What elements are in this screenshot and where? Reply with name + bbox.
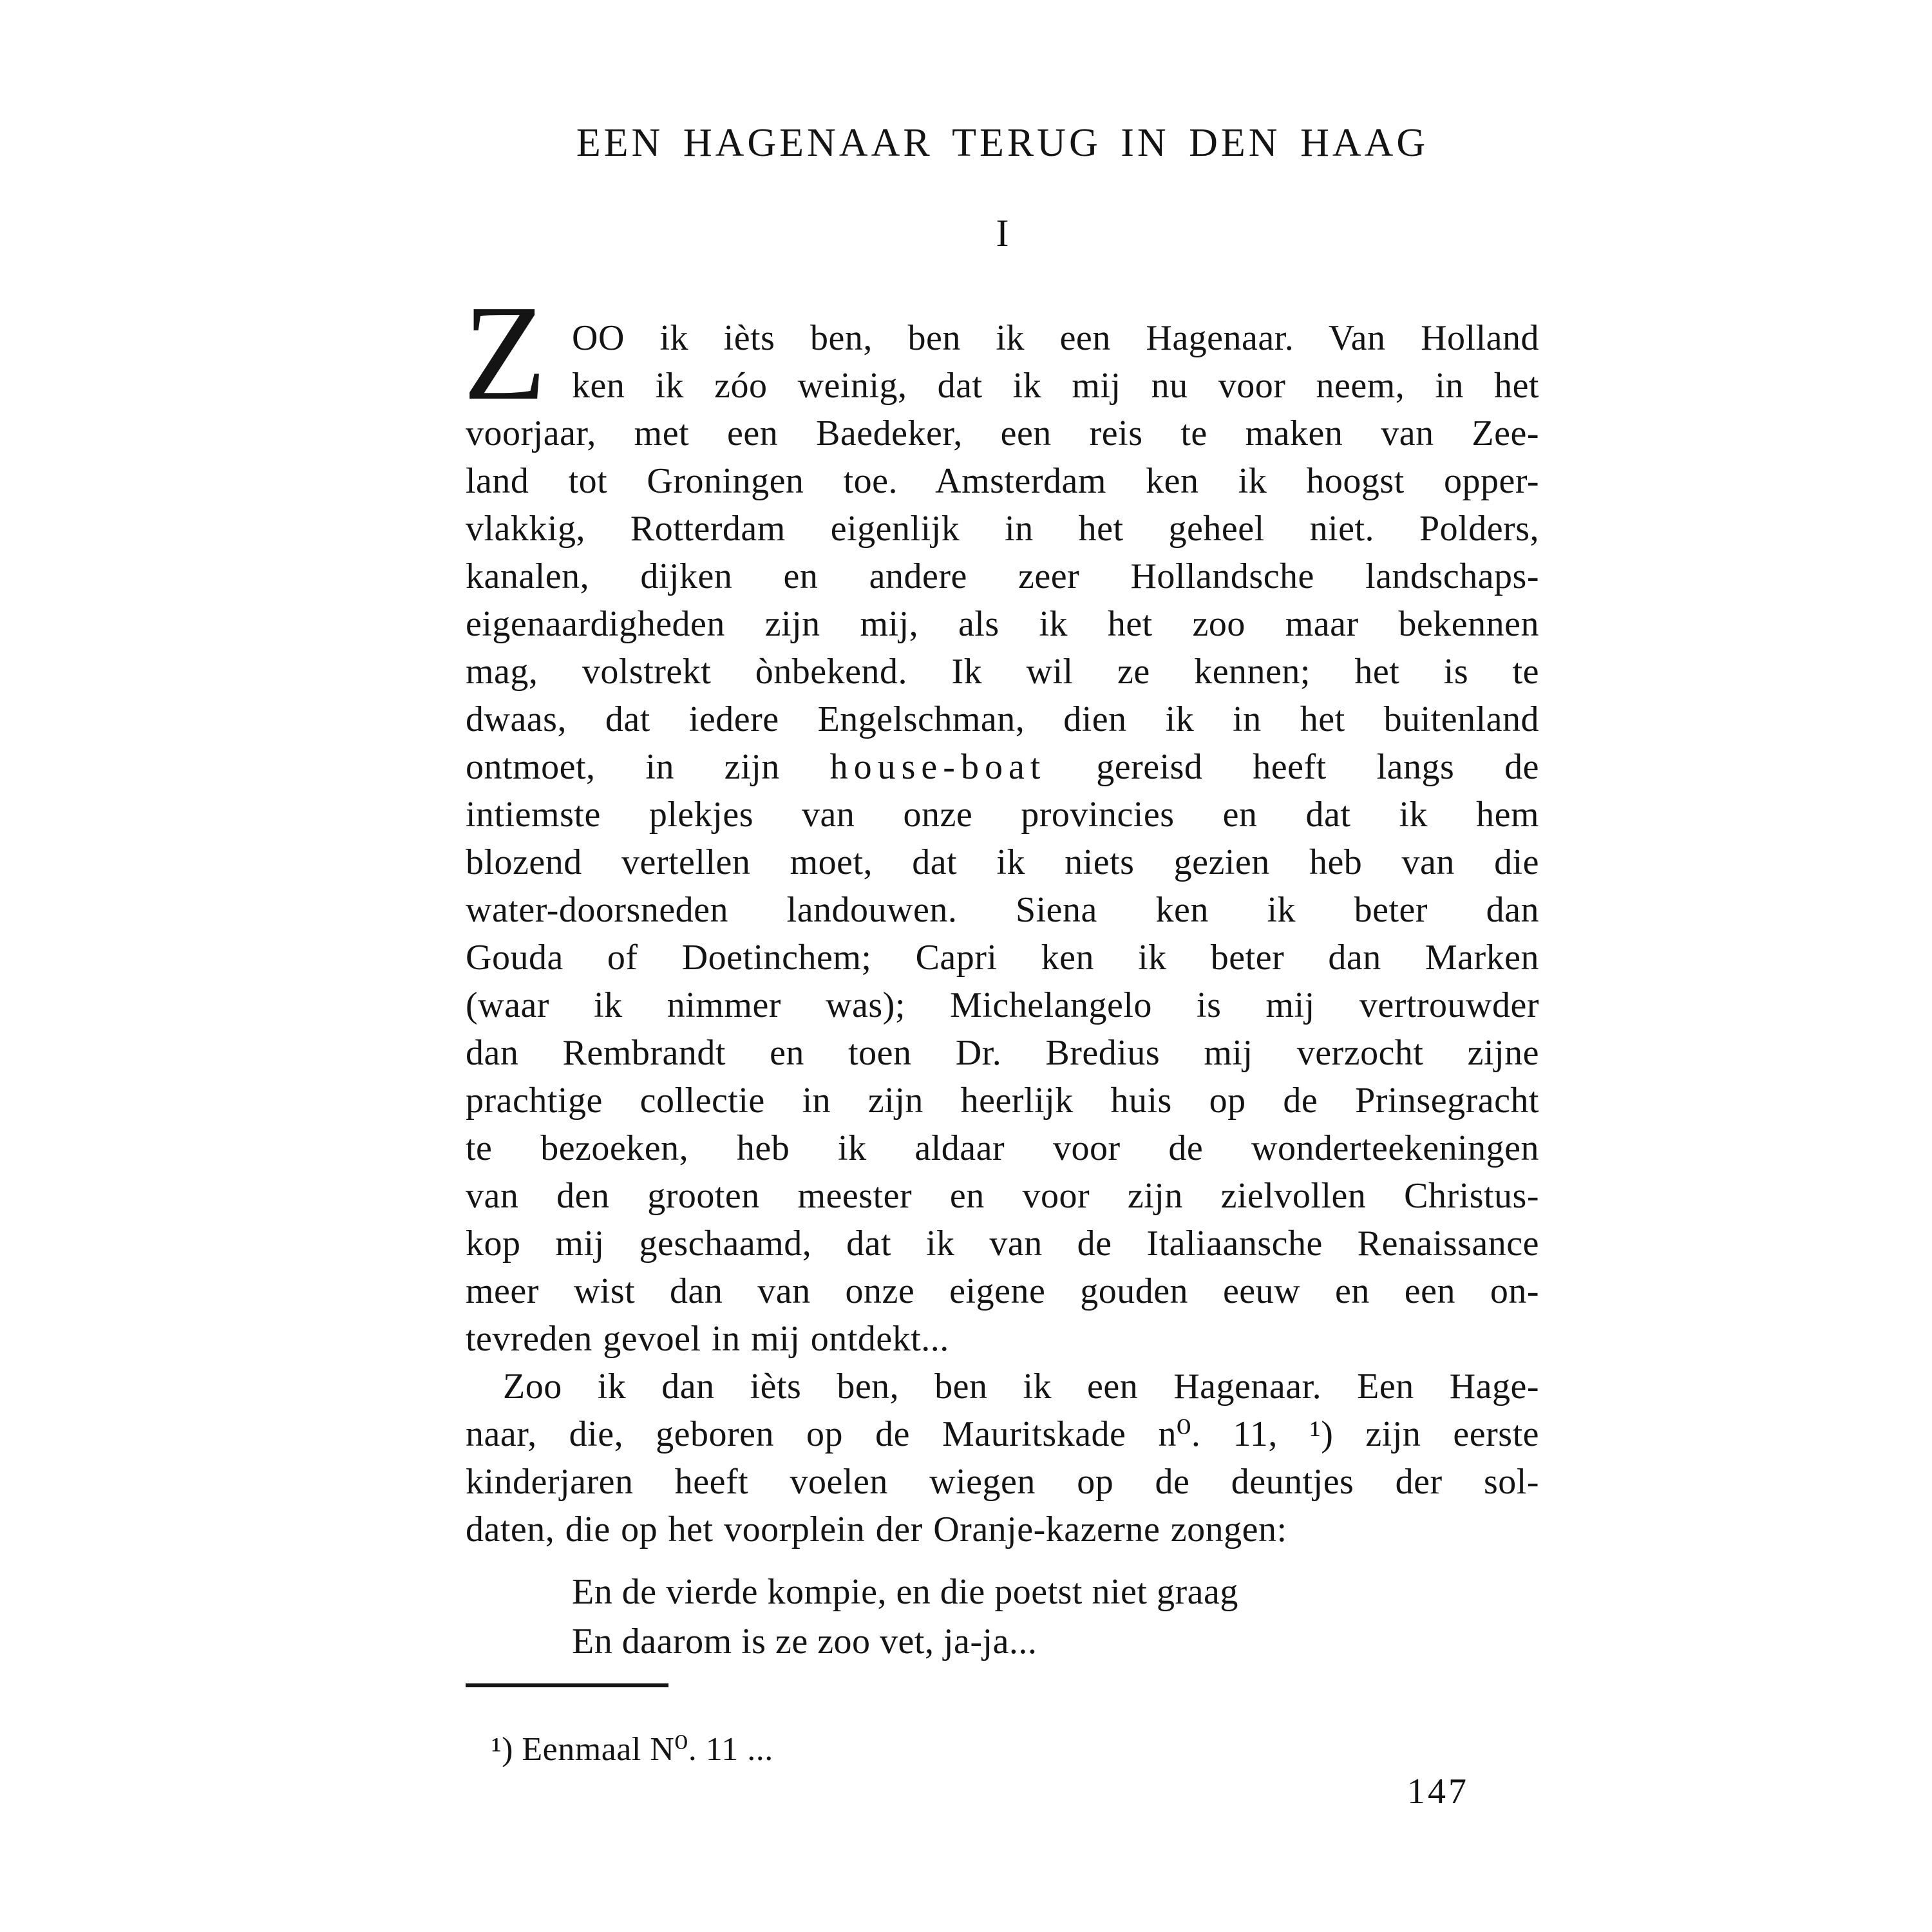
verse-block xyxy=(572,1567,1539,1667)
text-line: water-doorsneden landouwen. Siena ken ik beter dan xyxy=(466,890,1539,930)
text-line: ken ik zóo weinig, dat ik mij nu voor neem, in het xyxy=(572,366,1539,406)
chapter-title: EEN HAGENAAR TERUG IN DEN HAAG xyxy=(576,121,1429,165)
text-line: kinderjaren heeft voelen wiegen op de deuntjes der sol- xyxy=(466,1462,1539,1502)
text-line: dan Rembrandt en toen Dr. Bredius mij verzocht zijne xyxy=(466,1033,1539,1073)
text-line: Gouda of Doetinchem; Capri ken ik beter dan Marken xyxy=(466,938,1539,978)
text-line: dwaas, dat iedere Engelschman, dien ik in het buitenland xyxy=(466,699,1539,739)
text-line: vlakkig, Rotterdam eigenlijk in het geheel niet. Polders, xyxy=(466,509,1539,549)
emphasized-word: house-boat xyxy=(829,747,1046,787)
text-line: (waar ik nimmer was); Michelangelo is mij vertrouwder xyxy=(466,985,1539,1025)
footnote: ¹) Eenmaal N⁰. 11 ... xyxy=(491,1731,773,1768)
text-line: intiemste plekjes van onze provincies en dat ik hem xyxy=(466,795,1539,835)
text-line: naar, die, geboren op de Mauritskade n⁰. 11, ¹) zijn eerste xyxy=(466,1414,1539,1454)
verse-line: En daarom is ze zoo vet, ja-ja... xyxy=(572,1622,1037,1662)
section-number: I xyxy=(996,212,1009,254)
text-line: daten, die op het voorplein der Oranje-kazerne zongen: xyxy=(466,1510,1287,1549)
text-line: kanalen, dijken en andere zeer Hollandsche landschaps- xyxy=(466,556,1539,596)
page-number: 147 xyxy=(1407,1772,1469,1812)
text-line: land tot Groningen toe. Amsterdam ken ik hoogst opper- xyxy=(466,461,1539,501)
text-line: mag, volstrekt ònbekend. Ik wil ze kennen; het is te xyxy=(466,652,1539,692)
verse-line: En de vierde kompie, en die poetst niet graag xyxy=(572,1572,1238,1612)
text-line: kop mij geschaamd, dat ik van de Italiaansche Renaissance xyxy=(466,1224,1539,1264)
drop-cap: Z xyxy=(463,277,547,428)
text-line: meer wist dan van onze eigene gouden eeuw en een on- xyxy=(466,1271,1539,1311)
text-line: tevreden gevoel in mij ontdekt... xyxy=(466,1319,949,1359)
text-line: Zoo ik dan ièts ben, ben ik een Hagenaar. Een Hage- xyxy=(503,1367,1539,1406)
footnote-rule xyxy=(466,1683,668,1687)
text-line: blozend vertellen moet, dat ik niets gezien heb van die xyxy=(466,842,1539,882)
text-line: prachtige collectie in zijn heerlijk huis op de Prinsegracht xyxy=(466,1081,1539,1121)
book-page xyxy=(463,119,1539,1812)
text-segment: gereisd heeft langs de xyxy=(1046,747,1539,787)
text-segment: ontmoet, in zijn xyxy=(466,747,830,787)
text-line: OO ik ièts ben, ben ik een Hagenaar. Van Holland xyxy=(572,318,1539,358)
text-block xyxy=(463,277,1539,1553)
text-line: te bezoeken, heb ik aldaar voor de wonderteekeningen xyxy=(466,1128,1539,1168)
text-line xyxy=(466,743,1539,791)
text-line: van den grooten meester en voor zijn zielvollen Christus- xyxy=(466,1176,1539,1216)
text-line: eigenaardigheden zijn mij, als ik het zoo maar bekennen xyxy=(466,604,1539,644)
text-line: voorjaar, met een Baedeker, een reis te maken van Zee- xyxy=(466,413,1539,453)
